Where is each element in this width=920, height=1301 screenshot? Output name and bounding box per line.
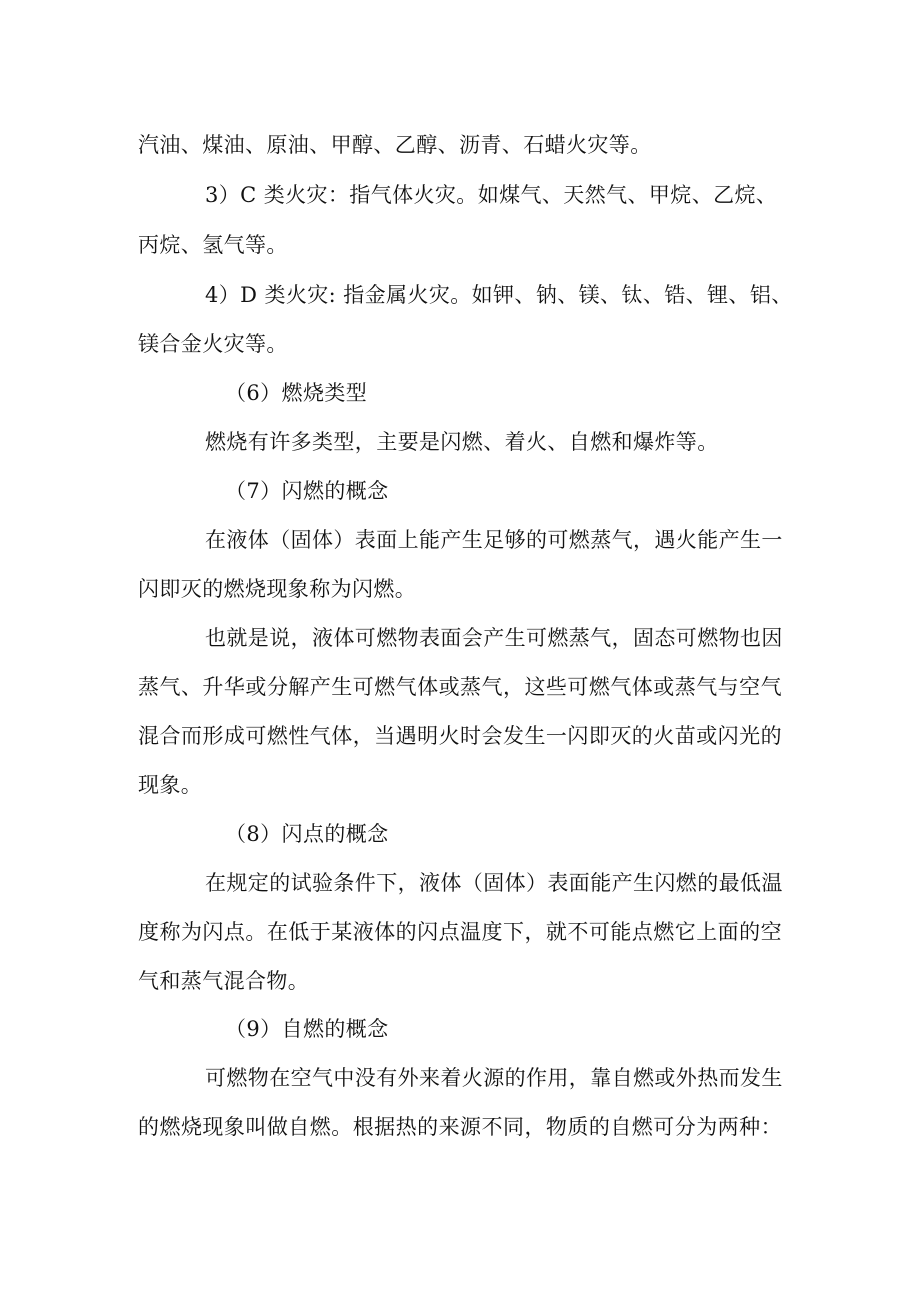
text-line: 蒸气、升华或分解产生可燃气体或蒸气，这些可燃气体或蒸气与空气 (138, 675, 782, 699)
text-line: 气和蒸气混合物。 (138, 969, 310, 993)
text-line: 丙烷、氢气等。 (138, 233, 288, 257)
text-line: 混合而形成可燃性气体，当遇明火时会发生一闪即灭的火苗或闪光的 (138, 724, 782, 748)
section-heading: （8）闪点的概念 (225, 822, 389, 846)
text-line: 镁合金火灾等。 (138, 332, 288, 356)
text-line: 的燃烧现象叫做自燃。根据热的来源不同，物质的自燃可分为两种： (138, 1115, 782, 1139)
section-heading: （6）燃烧类型 (225, 381, 368, 405)
section-heading: （7）闪燃的概念 (225, 479, 389, 503)
text-line: 在液体（固体）表面上能产生足够的可燃蒸气，遇火能产生一 (205, 528, 783, 552)
text-line: 3）C 类火灾：指气体火灾。如煤气、天然气、甲烷、乙烷、 (205, 183, 778, 207)
text-line: 度称为闪点。在低于某液体的闪点温度下，就不可能点燃它上面的空 (138, 920, 782, 944)
text-line: 4）D 类火灾: 指金属火灾。如钾、钠、镁、钛、锆、锂、铝、 (205, 283, 793, 307)
text-line: 也就是说，液体可燃物表面会产生可燃蒸气，固态可燃物也因 (205, 626, 783, 650)
text-line: 燃烧有许多类型，主要是闪燃、着火、自燃和爆炸等。 (205, 430, 719, 454)
text-line: 汽油、煤油、原油、甲醇、乙醇、沥青、石蜡火灾等。 (138, 133, 652, 157)
section-heading: （9）自燃的概念 (225, 1017, 389, 1041)
text-line: 现象。 (138, 773, 203, 797)
text-line: 在规定的试验条件下，液体（固体）表面能产生闪燃的最低温 (205, 871, 783, 895)
text-line: 可燃物在空气中没有外来着火源的作用，靠自燃或外热而发生 (205, 1066, 783, 1090)
text-line: 闪即灭的燃烧现象称为闪燃。 (138, 577, 417, 601)
